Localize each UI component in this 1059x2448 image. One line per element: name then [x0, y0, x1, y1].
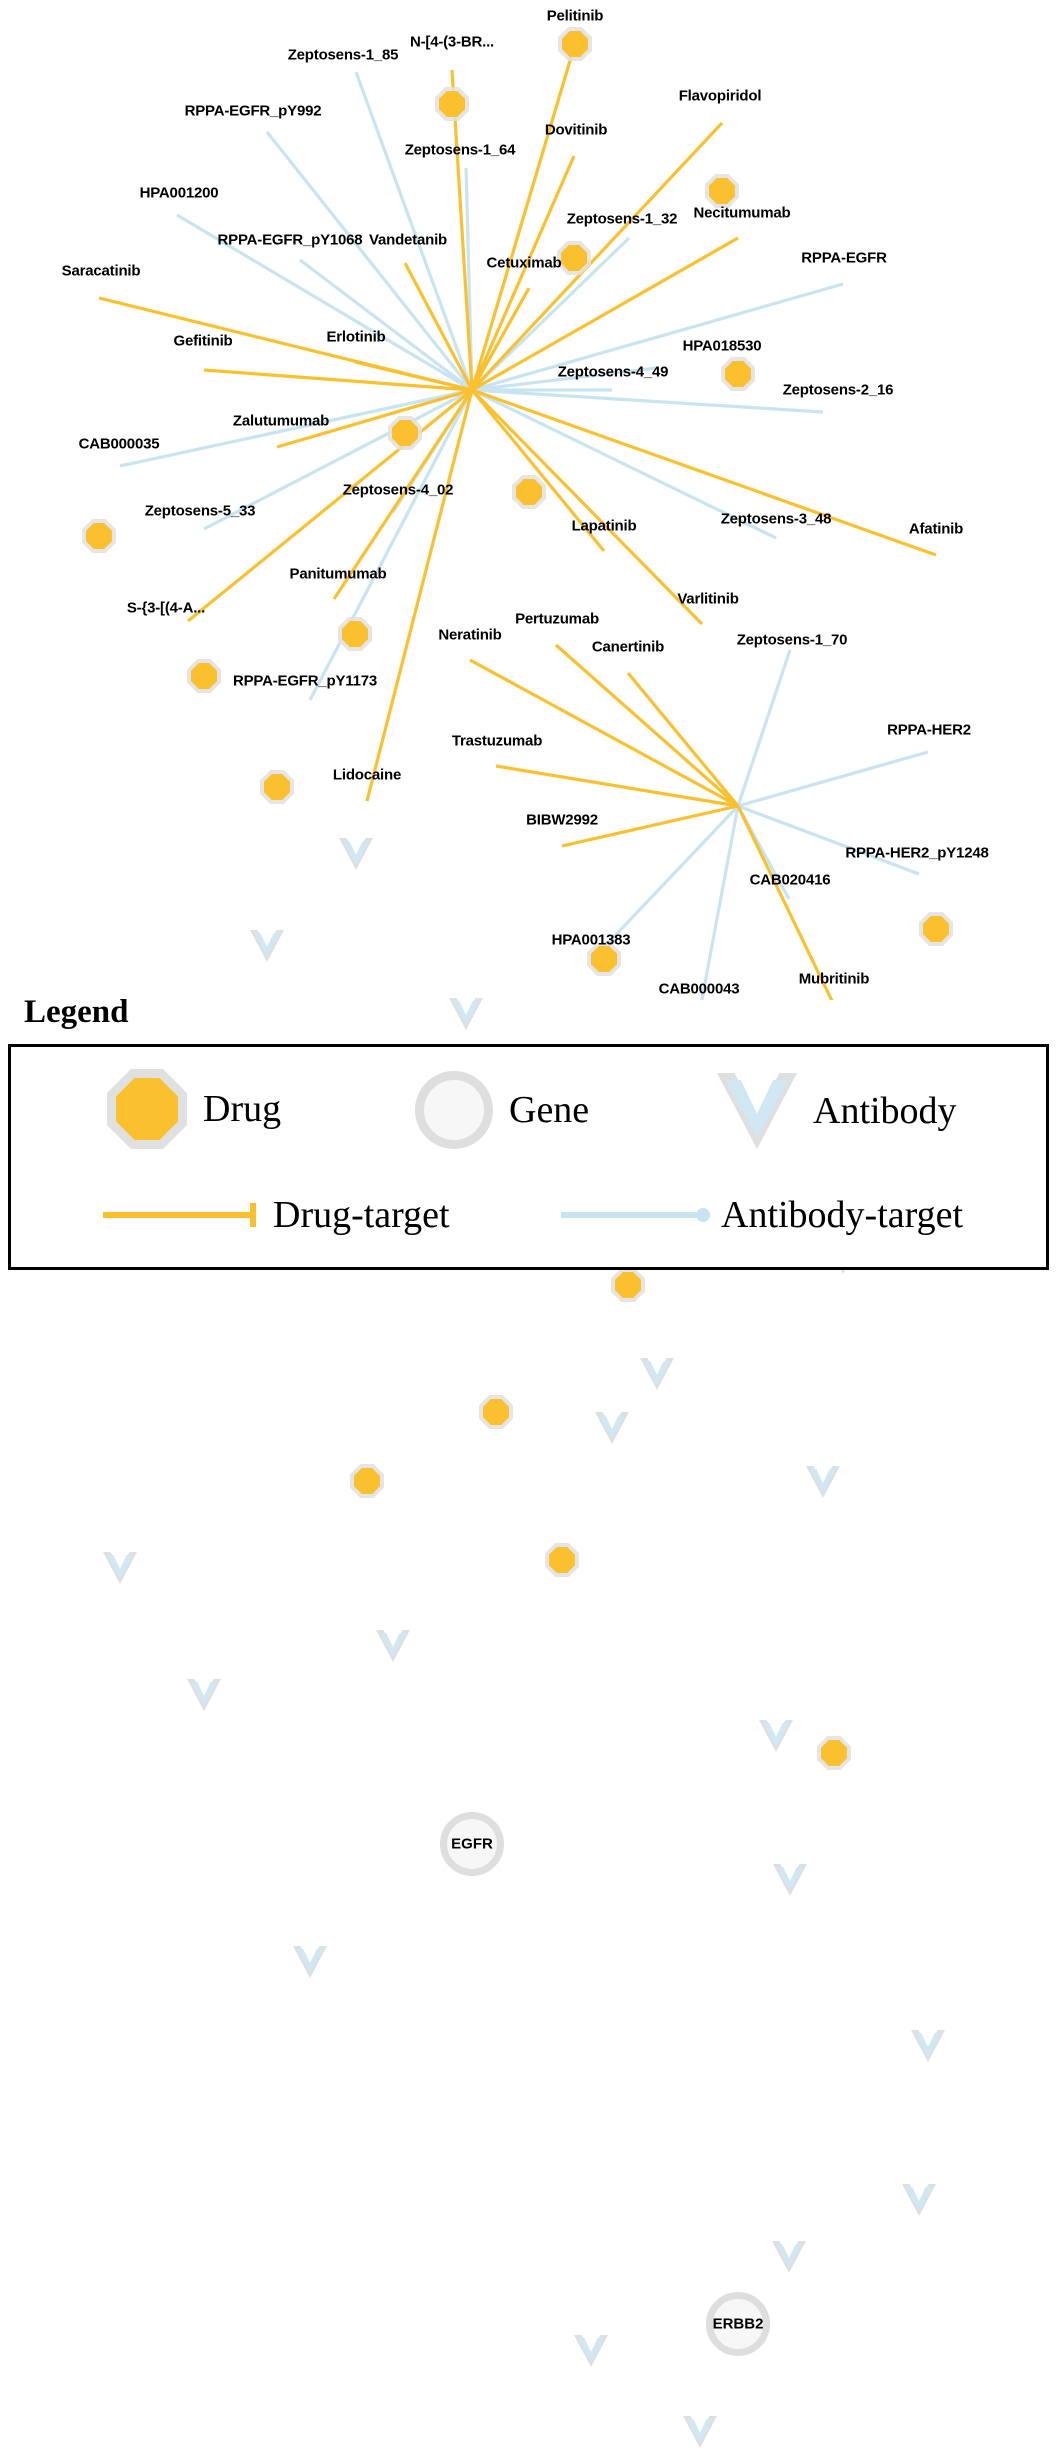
drug-node-label: Lapatinib — [571, 517, 637, 535]
antibody-node[interactable] — [772, 2241, 806, 2273]
antibody-node[interactable] — [339, 838, 373, 870]
drug-node-label: Panitumumab — [289, 565, 387, 583]
legend-entry-gene — [415, 1071, 589, 1149]
drug-node-label: Canertinib — [591, 638, 665, 656]
drug-node-label: Vandetanib — [368, 231, 448, 249]
antibody-node-label: CAB020416 — [749, 871, 831, 889]
drug-node-label: Afatinib — [908, 520, 964, 538]
gene-node[interactable] — [440, 1812, 504, 1876]
antibody-node-label: Zeptosens-5_33 — [144, 502, 256, 520]
drug-target-edge-icon — [103, 1198, 263, 1232]
antibody-node[interactable] — [574, 2335, 608, 2367]
antibody-node-label: RPPA-HER2 — [887, 721, 971, 739]
antibody-target-edge — [267, 132, 472, 390]
antibody-node[interactable] — [103, 1552, 137, 1584]
antibody-node-label: Zeptosens-1_32 — [566, 210, 678, 228]
drug-node-label: Erlotinib — [326, 328, 386, 346]
antibody-node-label: RPPA-EGFR — [801, 249, 887, 267]
drug-node[interactable] — [350, 1464, 384, 1498]
legend-label-antibody-target: Antibody-target — [721, 1194, 964, 1236]
antibody-target-edge — [700, 806, 738, 1000]
drug-node-label: Trastuzumab — [451, 732, 543, 750]
drug-node-label: Neratinib — [438, 626, 502, 644]
legend-label-drug-target: Drug-target — [273, 1194, 450, 1236]
antibody-node[interactable] — [449, 998, 483, 1030]
antibody-node-label: Zeptosens-4_02 — [342, 481, 454, 499]
drug-node[interactable] — [82, 519, 116, 553]
drug-node-label: Varlitinib — [677, 590, 739, 608]
drug-node[interactable] — [435, 87, 469, 121]
antibody-node[interactable] — [376, 1630, 410, 1662]
antibody-node[interactable] — [902, 2184, 936, 2216]
legend-entry-drug — [107, 1069, 281, 1149]
drug-node-label: Flavopiridol — [678, 87, 762, 105]
drug-target-edge — [472, 390, 702, 624]
drug-node-label: S-{3-[(4-A... — [126, 599, 206, 617]
antibody-node[interactable] — [250, 930, 284, 962]
legend-entry-antibody — [717, 1073, 957, 1149]
antibody-node-label: RPPA-EGFR_pY1173 — [232, 672, 378, 690]
drug-node-label: Lidocaine — [332, 766, 402, 784]
antibody-node-label: Zeptosens-1_85 — [287, 46, 399, 64]
antibody-node[interactable] — [640, 1358, 674, 1390]
drug-node[interactable] — [721, 357, 755, 391]
antibody-node-label: Zeptosens-2_16 — [782, 381, 894, 399]
gene-node-label: EGFR — [451, 1835, 493, 1853]
antibody-node[interactable] — [806, 1466, 840, 1498]
antibody-node[interactable] — [773, 1864, 807, 1896]
chevron-icon — [717, 1073, 797, 1149]
drug-node[interactable] — [611, 1268, 645, 1302]
drug-node-label: Zalutumumab — [232, 412, 330, 430]
drug-node-label: Pelitinib — [546, 7, 604, 25]
antibody-node-label: HPA001200 — [139, 184, 219, 202]
antibody-node[interactable] — [187, 1679, 221, 1711]
drug-node[interactable] — [512, 475, 546, 509]
drug-node[interactable] — [558, 27, 592, 61]
drug-node-label: Gefitinib — [173, 332, 233, 350]
drug-node[interactable] — [479, 1395, 513, 1429]
antibody-node-label: HPA018530 — [682, 337, 762, 355]
drug-node[interactable] — [388, 416, 422, 450]
circle-ring-icon — [415, 1071, 493, 1149]
octagon-icon — [107, 1069, 187, 1149]
antibody-target-edge-icon — [561, 1198, 711, 1232]
antibody-node[interactable] — [595, 1412, 629, 1444]
legend-title: Legend — [24, 994, 129, 1030]
drug-node-label: Cetuximab — [486, 254, 562, 272]
antibody-node[interactable] — [683, 2416, 717, 2448]
drug-node[interactable] — [705, 174, 739, 208]
antibody-node[interactable] — [293, 1946, 327, 1978]
antibody-node-label: RPPA-EGFR_pY1068 — [217, 231, 363, 249]
drug-target-edge — [628, 673, 738, 806]
drug-node[interactable] — [817, 1736, 851, 1770]
antibody-node-label: CAB000035 — [78, 435, 160, 453]
antibody-node-label: Zeptosens-1_64 — [404, 141, 516, 159]
gene-node[interactable] — [706, 2292, 770, 2356]
antibody-node-label: CAB000043 — [658, 980, 740, 998]
drug-node[interactable] — [545, 1543, 579, 1577]
antibody-node-label: HPA001383 — [551, 931, 631, 949]
drug-node-label: Saracatinib — [61, 262, 141, 280]
legend-label-drug: Drug — [203, 1088, 282, 1130]
antibody-node-label: RPPA-HER2_pY1248 — [845, 844, 989, 862]
drug-node-label: Pertuzumab — [515, 610, 599, 628]
drug-node-label: Necitumumab — [693, 204, 791, 222]
gene-node-label: ERBB2 — [712, 2315, 764, 2333]
drug-node-label: Dovitinib — [544, 121, 608, 139]
drug-node[interactable] — [338, 617, 372, 651]
legend-entry-drug-target — [103, 1193, 450, 1237]
antibody-node-label: Zeptosens-4_49 — [557, 363, 669, 381]
drug-node[interactable] — [557, 241, 591, 275]
legend-box — [8, 1044, 1049, 1270]
antibody-node-label: RPPA-EGFR_pY992 — [184, 102, 322, 120]
legend-entry-antibody-target — [561, 1193, 963, 1237]
drug-node-label: N-[4-(3-BR... — [409, 33, 495, 51]
antibody-node[interactable] — [759, 1720, 793, 1752]
legend-label-gene: Gene — [509, 1089, 590, 1131]
drug-node-label: Mubritinib — [798, 970, 870, 988]
drug-node[interactable] — [260, 770, 294, 804]
antibody-node-label: Zeptosens-1_70 — [736, 631, 848, 649]
drug-node[interactable] — [919, 912, 953, 946]
antibody-target-edge — [738, 650, 790, 806]
drug-node-label: BIBW2992 — [526, 811, 598, 829]
drug-node[interactable] — [187, 659, 221, 693]
legend-label-antibody: Antibody — [813, 1090, 957, 1132]
antibody-target-edge — [738, 752, 928, 806]
antibody-node[interactable] — [911, 2030, 945, 2062]
antibody-node-label: Zeptosens-3_48 — [720, 510, 832, 528]
